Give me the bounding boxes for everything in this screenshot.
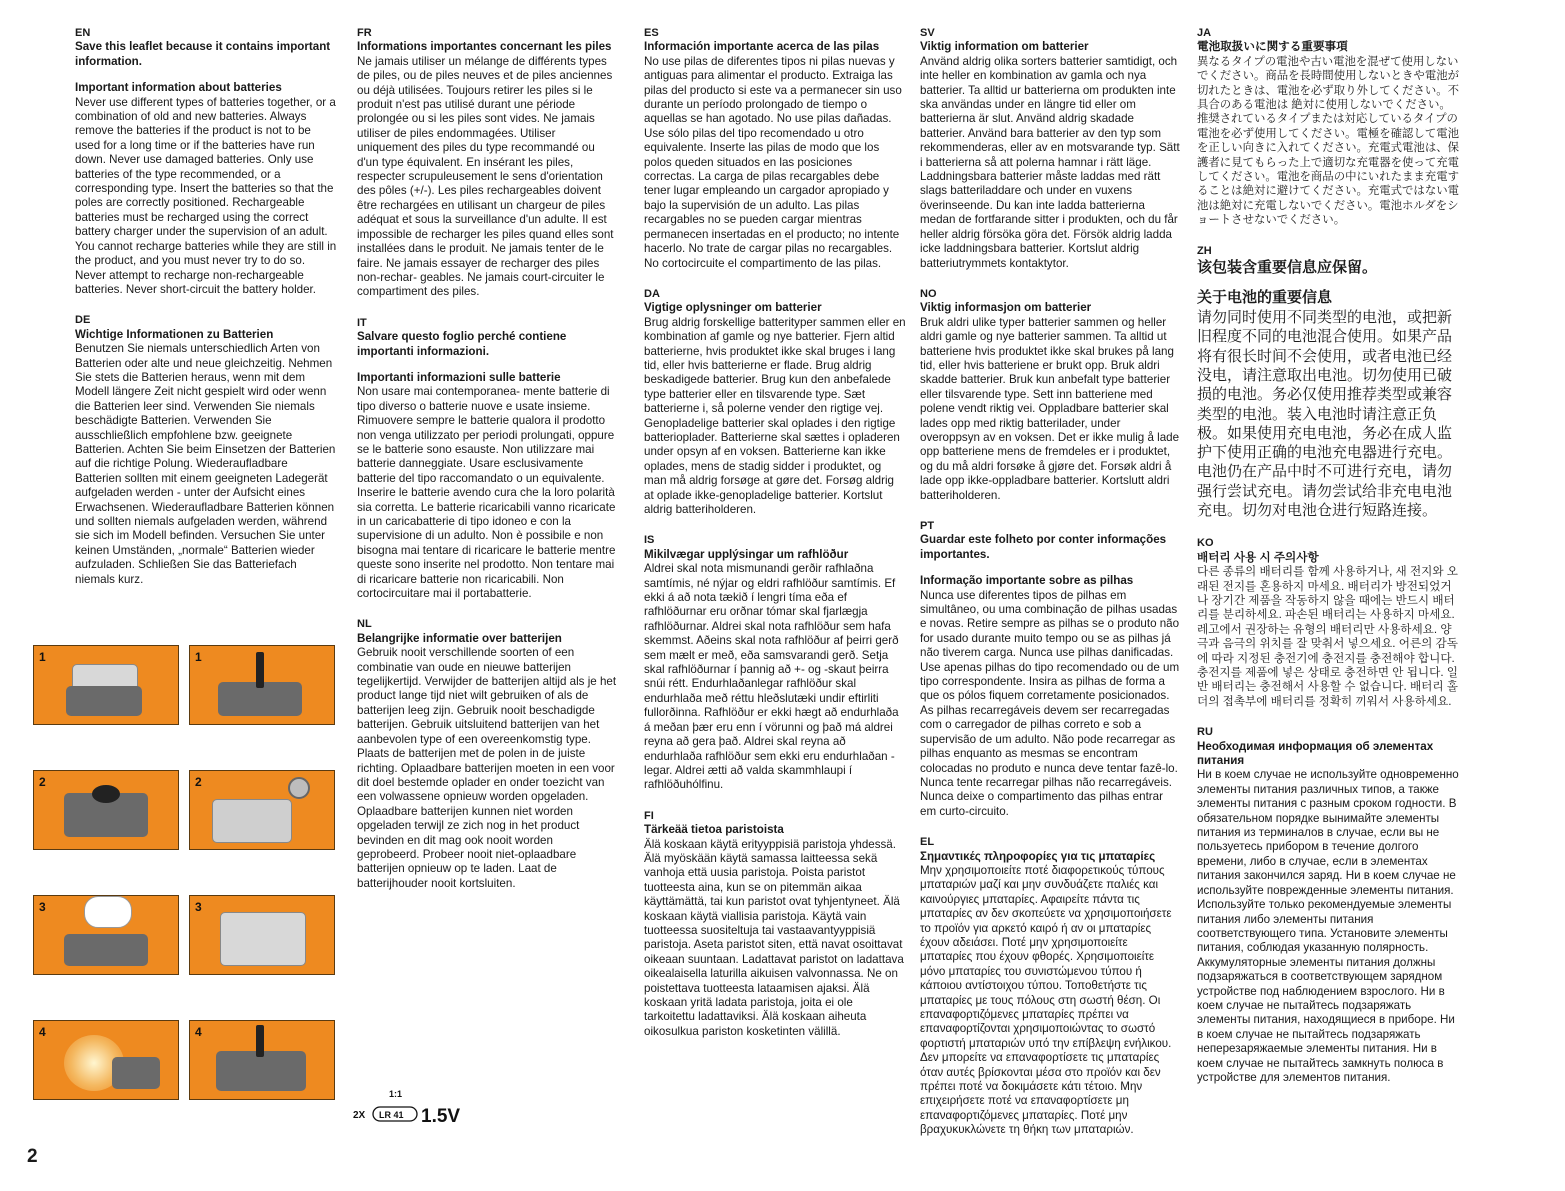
es-heading: Información importante acerca de las pilas (644, 40, 880, 54)
section-pt (920, 519, 1182, 819)
section-ja (1197, 26, 1459, 228)
no-heading: Viktig informasjon om batterier (920, 301, 1092, 315)
lang-code-no: NO (920, 287, 937, 300)
it-body: Non usare mai contemporanea- mente batterie di tipo diverso o batterie nuove e usate insieme. Rimuovere sempre le batterie qualora il prodotto non venga utilizzato per periodi prolungati, oppure se le batterie sono esauste. Non utilizzare mai batterie danneggiate. Usare esclusivamente batterie del tipo raccomandato o un equivalente. Inserire le batterie avendo cura che la loro polarità sia corretta. Le batterie ricaricabili vanno ricaricate in un caricabatterie di tipo idoneo e con la supervisione di un adulto. Non è possibile e non bisogna mai tentare di ricaricare le batterie mentre queste sono inserite nel prodotto. Non tentare mai di ricaricare batterie non ricaricabili. Non cortocircuitare mai il portabatterie. (357, 385, 616, 601)
es-body: No use pilas de diferentes tipos ni pilas nuevas y antiguas para alimentar el producto. Extraiga las pilas del producto si este va a permanecer sin uso durante un período prolongado de tiempo o aquellas se han agotado. No use pilas dañadas. Use sólo pilas del tipo recomendado u otro equivalente. Inserte las pilas de modo que los polos queden situados en las posiciones correctas. La carga de pilas recargables debe tener lugar empleando un cargador apropiado y bajo la supervisión de un adulto. Las pilas recargables no se pueden cargar mientras permanecen insertadas en el producto; no intente hacerlo. No trate de cargar pilas no recargables. No cortocircuite el compartimento de las pilas. (644, 54, 902, 270)
section-en (75, 26, 337, 297)
pt-body: Nunca use diferentes tipos de pilhas em simultâneo, ou uma combinação de pilhas usadas e novas. Retire sempre as pilhas se o produto não for usado durante muito tempo ou se as pilhas já não tiverem carga. Nunca use pilhas danificadas. Use apenas pilhas do tipo recomendado ou de um tipo correspondente. Insira as pilhas de forma a que os pólos fiquem corretamente posicionados. As pilhas recarregáveis devem ser recarregadas com o carregador de pilhas correto e sob a supervisão de um adulto. Não pode recarregar as pilhas enquanto as mesmas se encontram colocadas no produto e nunca deve tentar fazê-lo. Nunca tente recarregar pilhas não recarregáveis. Nunca deixe o compartimento das pilhas entrar em curto-circuito. (920, 588, 1180, 818)
step-panel-3b (189, 895, 335, 975)
screwdriver-icon (256, 1025, 264, 1057)
lang-code-de: DE (75, 314, 91, 327)
lang-code-nl: NL (357, 618, 372, 631)
lang-code-zh: ZH (1197, 244, 1212, 257)
step-panel-1a (33, 645, 179, 725)
battery-box-icon (64, 934, 148, 966)
lang-code-fr: FR (357, 27, 372, 39)
da-body: Brug aldrig forskellige batterityper sammen eller en kombination af gamle og nye batterier. Fjern altid batterierne, hvis produktet ikke skal bruges i lang tid, eller hvis batterierne er flade. Brug aldrig beskadigede batterier. Brug kun den anbefalede type batterier eller en tilsvarende type. Sæt batterierne i, så polerne vender den rigtige vej. Genopladelige batterier skal oplades i den rigtige batterioplader. Batterierne skal sættes i opladeren under opsyn af en voksen. Batterierne kan ikke oplades, mens de stadig sidder i produktet, og man må aldrig forsøge at gøre det. Forsøg aldrig at oplade ikke-genopladelige batterier. Kortslut aldrig batteriholderen. (644, 315, 906, 516)
battery-box-open-icon (212, 799, 292, 843)
battery-spec (353, 1085, 463, 1125)
step-panel-2a (33, 770, 179, 850)
ko-body: 다른 종류의 배터리를 함께 사용하거나, 새 전지와 오래된 전지를 혼용하지 마세요. 배터리가 방전되었거나 장기간 제품을 작동하지 않을 때에는 반드시 배터리를 분리하세요. 파손된 배터리는 사용하지 마세요. 레고에서 권장하는 유형의 배터리만 사용하세요. 양극과 음극의 위치를 잘 맞춰서 넣으세요. 어른의 감독에 따라 지정된 충전기에 충전지를 충전해야 합니다. 충전지를 제품에 넣은 상태로 충전하면 안 됩니다. 일반 배터리는 충전해서 사용할 수 없습니다. 배터리 홀더의 접촉부에 배터리를 정확히 끼워서 사용하세요. (1197, 565, 1458, 708)
ko-heading: 배터리 사용 시 주의사항 (1197, 550, 1319, 564)
step-number: 2 (195, 775, 202, 789)
battery-type: LR 41 (379, 1110, 404, 1120)
zh-intro: 该包装含重要信息应保留。 (1197, 259, 1378, 277)
step-number: 2 (39, 775, 46, 789)
battery-box-closed-icon (220, 912, 306, 966)
step-number: 4 (39, 1025, 46, 1039)
step-number: 4 (195, 1025, 202, 1039)
ru-body: Ни в коем случае не используйте одновременно элементы питания различных типов, а также элементы питания с разным сроком годности. В обязательном порядке вынимайте элементы питания из терминалов в случае, если вы не пользуетесь прибором в течение долгого времени, либо в случае, если в элементах питания закончился заряд. Ни в коем случае не используйте поврежденные элементы питания. Используйте только рекомендуемые элементы питания либо элементы питания соответствующего типа. Установите элементы питания, соблюдая указанную полярность. Аккумуляторные элементы питания должны подзаряжаться в соответствующем зарядном устройстве под наблюдением взрослого. Ни в коем случае не пытайтесь подзаряжать элементы питания, находящиеся в приборе. Ни в коем случае не пытайтесь подзаряжать неперезаряжаемые элементы питания. Ни в коем случае не пытайтесь замкнуть полюса в устройстве для элементов питания. (1197, 768, 1459, 1084)
column-ja-zh-ko-ru (1197, 26, 1459, 1101)
section-fr (357, 26, 617, 300)
battery-scale: 1:1 (389, 1089, 403, 1099)
fr-body: Ne jamais utiliser un mélange de différents types de piles, ou de piles neuves et de piles anciennes ou déjà utilisées. Toujours retirer les piles si le produit n'est pas utilisé durant une période prolongée ou si les piles sont vides. Ne jamais utiliser de piles endommagées. Utiliser uniquement des piles du type recommandé ou d'un type équivalent. En insérant les piles, respecter scrupuleusement le sens d'orientation des pôles (+/-). Les piles rechargeables doivent être rechargées en utilisant un chargeur de piles adéquat et sous la surveillance d'un adulte. Il est impossible de recharger les piles quand elles sont installées dans le produit. Ne jamais tenter de le faire. Ne jamais essayer de recharger des piles non-rechar- geables. Ne jamais court-circuiter le compartiment des piles. (357, 54, 614, 299)
zh-body: 请勿同时使用不同类型的电池，或把新旧程度不同的电池混合使用。如果产品将有很长时间不会使用，或者电池已经没电，请注意取出电池。切勿使用已破损的电池。务必仅使用推荐类型或兼容类型的电池。装入电池时请注意正负极。如果使用充电电池，务必在成人监护下使用正确的电池充电器进行充电。电池仍在产品中时不可进行充电，请勿强行尝试充电。请勿尝试给非充电电池充电。切勿对电池仓进行短路连接。 (1197, 309, 1453, 520)
cover-open-icon (92, 785, 120, 803)
section-ru (1197, 725, 1459, 1085)
section-ko (1197, 536, 1459, 709)
da-heading: Vigtige oplysninger om batterier (644, 301, 822, 315)
fi-body: Älä koskaan käytä erityyppisiä paristoja yhdessä. Älä myöskään käytä samassa laitteessa sekä vanhoja että uusia paristoja. Poista paristot tuotteesta aina, kun se on pitemmän aikaa käyttämättä, tai kun paristot ovat tyhjentyneet. Älä koskaan käytä viallisia paristoja. Käytä vain tuotteessa suositeltuja tai vastaavantyyppisiä paristoja. Aseta paristot siten, että navat osoittavat oikeaan suuntaan. Ladattavat paristot on ladattava oikealaisella laturilla aikuisen valvonnassa. Ne on poistettava tuotteesta lataamisen ajaksi. Älä koskaan yritä ladata paristoja, joita ei ole tarkoitettu ladattaviksi. Älä koskaan aiheuta oikosulkua pariston kosketinten välillä. (644, 837, 904, 1038)
lang-code-ru: RU (1197, 726, 1213, 739)
lang-code-is: IS (644, 534, 655, 547)
section-es (644, 26, 906, 271)
fr-heading: Informations importantes concernant les piles (357, 40, 612, 54)
section-no (920, 287, 1182, 503)
step-panel-4a (33, 1020, 179, 1100)
step-panel-3a (33, 895, 179, 975)
ja-heading: 電池取扱いに関する重要事項 (1197, 40, 1348, 54)
page-number: 2 (27, 1146, 38, 1167)
en-body: Never use different types of batteries together, or a combination of old and new batteries. Always remove the batteries if the product is not to be used for a long time or if the batteries have run down. Never use damaged batteries. Only use batteries of the type recommended, or a corresponding type. Insert the batteries so that the poles are correctly positioned. Rechargeable batteries must be recharged using the correct battery charger under the supervision of an adult. You cannot recharge batteries while they are still in the product, and you must never try to do so. Never attempt to recharge non-rechargeable batteries. Never short-circuit the battery holder. (75, 95, 337, 296)
lang-code-ko: KO (1197, 537, 1214, 550)
el-heading: Σημαντικές πληροφορίες για τις μπαταρίες (920, 849, 1156, 863)
sv-body: Använd aldrig olika sorters batterier samtidigt, och inte heller en kombination av gamla och nya batterier. Ta alltid ur batterierna om produkten inte ska användas under en längre tid eller om batterierna är slut. Använd aldrig skadade batterier. Använd bara batterier av den typ som rekommenderas, eller av en motsvarande typ. Sätt i batterierna så att polerna hamnar i rätt läge. Laddningsbara batterier måste laddas med rätt slags batteriladdare och under en vuxens överinseende. Du kan inte ladda batterierna medan de fortfarande sitter i produkten, och du får heller aldrig försöka göra det. Försök aldrig ladda icke laddningsbara batterier. Kortslut aldrig batteriutrymmets kontaktytor. (920, 54, 1180, 270)
it-intro: Salvare questo foglio perché contiene importanti informazioni. (357, 330, 567, 358)
column-sv-no-pt-el (920, 26, 1182, 1154)
battery-box-icon (112, 1057, 160, 1089)
section-de (75, 313, 337, 587)
column-fr-it-nl (357, 26, 617, 907)
lang-code-pt: PT (920, 520, 935, 532)
lang-code-es: ES (644, 27, 659, 39)
ja-body: 異なるタイプの電池や古い電池を混ぜて使用しないでください。商品を長時間使用しないときや電池が切れたときは、電池を必ず取り外してください。不具合のある電池は 絶対に使用しないでください。推奨されているタイプまたは対応しているタイプの電池を必ず使用してください。電極を確認して電池を正しい向きに入れてください。充電式電池は、保護者に見てもらった上で適切な充電器を使って充電してください。電池を商品の中にいれたまま充電することは絶対に避けてください。充電式ではない電池は絶対に充電しないでください。電池ホルダをショートさせないでください。 (1197, 55, 1459, 227)
nl-heading: Belangrijke informatie over batterijen (357, 631, 562, 645)
en-heading: Important information about batteries (75, 81, 282, 95)
battery-box-icon (216, 1051, 306, 1091)
no-body: Bruk aldri ulike typer batterier sammen og heller aldri gamle og nye batterier sammen. Ta alltid ut batteriene hvis produktet ikke skal brukes på lang tid, eller hvis batteriene er brukt opp. Bruk aldri skadde batterier. Bruk kun anbefalt type batterier eller tilsvarende type. Sett inn batteriene med polene vendt riktig vei. Oppladbare batterier skal lades opp med riktig batterilader, under overoppsyn av en voksen. Det er ikke mulig å lade opp batteriene mens de fremdeles er i produktet, og du må aldri forsøke å gjøre det. Forsøk aldri å lade opp ikke-oppladbare batterier. Kortslutt aldri batteriholderen. (920, 315, 1180, 502)
battery-count: 2X (353, 1110, 366, 1121)
step-panel-1b (189, 645, 335, 725)
pt-intro: Guardar este folheto por conter informações importantes. (920, 533, 1167, 561)
section-zh (1197, 244, 1459, 521)
lang-code-en: EN (75, 27, 91, 39)
lang-code-it: IT (357, 316, 367, 329)
step-panel-2b (189, 770, 335, 850)
ru-heading: Необходимая информация об элементах питания (1197, 739, 1434, 768)
step-number: 3 (39, 900, 46, 914)
zh-heading: 关于电池的重要信息 (1197, 289, 1333, 307)
el-body: Μην χρησιμοποιείτε ποτέ διαφορετικούς τύπους μπαταριών μαζί και μην συνδυάζετε παλιές και καινούργιες μπαταρίες. Αφαιρείτε πάντα τις μπαταρίες αν δεν σκοπεύετε να χρησιμοποιήσετε το προϊόν για αρκετό καιρό ή αν οι μπαταρίες έχουν αδειάσει. Ποτέ μην χρησιμοποιείτε μπαταρίες που έχουν φθορές. Χρησιμοποιείτε μόνο μπαταρίες του συνιστώμενου τύπου ή κάποιου αντίστοιχου τύπου. Τοποθετήστε τις μπαταρίες με τους πόλους στη σωστή θέση. Οι επαναφορτιζόμενες μπαταρίες πρέπει να επαναφορτίζονται χρησιμοποιώντας το σωστό φορτιστή μπαταριών υπό την επίβλεψη ενήλικου. Δεν μπορείτε να επαναφορτίσετε τις μπαταρίες όταν αυτές βρίσκονται μέσα στο προϊόν και δεν πρέπει ποτέ να δοκιμάσετε κάτι τέτοιο. Μην επιχειρήσετε ποτέ να επαναφορτίσετε μη επαναφορτιζόμενες μπαταρίες. Ποτέ μην βραχυκυκλώνετε τη θήκη των μπαταριών. (920, 863, 1172, 1137)
lang-code-sv: SV (920, 27, 935, 39)
section-el (920, 835, 1182, 1138)
step-panel-4b (189, 1020, 335, 1100)
nl-body: Gebruik nooit verschillende soorten of een combinatie van oude en nieuwe batterijen tegelijkertijd. Verwijder de batterijen altijd als je het product lange tijd niet wilt gebruiken of als de batterijen leeg zijn. Gebruik nooit beschadigde batterijen. Gebruik uitsluitend batterijen van het aanbevolen type of een overeenkomstig type. Plaats de batterijen met de polen in de juiste richting. Oplaadbare batterijen moeten in een voor dit doel bestemde oplader en onder toezicht van een volwassene opnieuw worden opgeladen. Oplaadbare batterijen kunnen niet worden opgeladen terwijl ze zich nog in het product bevinden en dit mag ook nooit worden geprobeerd. Probeer nooit niet-oplaadbare batterijen opnieuw op te laden. Laat de batterijhouder nooit kortsluiten. (357, 646, 617, 890)
section-sv (920, 26, 1182, 271)
en-intro: Save this leaflet because it contains important information. (75, 40, 331, 68)
section-is (644, 533, 906, 792)
sv-heading: Viktig information om batterier (920, 40, 1089, 54)
it-heading: Importanti informazioni sulle batterie (357, 370, 561, 384)
lang-code-ja: JA (1197, 27, 1212, 39)
de-body: Benutzen Sie niemals unterschiedlich Arten von Batterien oder alte und neue gleichzeitig. Nehmen Sie stets die Batterien heraus, wenn mit dem Modell längere Zeit nicht gespielt wird oder wenn die Batterien leer sind. Verwenden Sie niemals beschädigte Batterien. Verwenden Sie ausschließlich empfohlene bzw. geeignete Batterien. Achten Sie beim Einsetzen der Batterien auf die richtige Polung. Wiederaufladbare Batterien sollten mit einem geeigneten Ladegerät aufgeladen werden - unter der Aufsicht eines Erwachsenen. Wiederaufladbare Batterien können und sollten niemals aufgeladen werden, während sie sich im Modell befinden. Versuchen Sie unter keinen Umständen, „normale“ Batterien wieder aufzuladen. Schließen Sie das Batteriefach niemals kurz. (75, 342, 336, 586)
section-fi (644, 809, 906, 1040)
fi-heading: Tärkeää tietoa paristoista (644, 823, 784, 837)
pt-heading: Informação importante sobre as pilhas (920, 574, 1134, 588)
step-number: 3 (195, 900, 202, 914)
column-es-da-is-fi (644, 26, 906, 1055)
section-it (357, 316, 617, 602)
lang-code-da: DA (644, 287, 660, 300)
is-body: Aldrei skal nota mismunandi gerðir rafhlaðna samtímis, né nýjar og eldri rafhlöður samtímis. Ef ekki á að nota tækið í lengri tíma eða ef rafhlöðurnar eru orðnar tómar skal fjarlægja rafhlöðurnar. Aldrei skal nota rafhlöður sem hafa skemmst. Aðeins skal nota rafhlöður af þeirri gerð sem mælt er með, eða samsvarandi gerð. Setja skal rafhlöðurnar í þannig að +- og -skaut þeirra snúi rétt. Endurhlaðanlegar rafhlöður skal endurhlaða með réttu hleðslutæki undir eftirliti fullorðinna. Rafhlöður er ekki hægt að endurhlaða á meðan þær eru enn í vörunni og það má aldrei reyna að gera það. Aldrei skal reyna að endurhlaða rafhlöður sem ekki eru endurhlaðan -legar. Aldrei ætti að valda skammhlaupi í rafhlöðuhólfinu. (644, 562, 899, 792)
de-heading: Wichtige Informationen zu Batterien (75, 327, 274, 341)
is-heading: Mikilvægar upplýsingar um rafhlöður (644, 547, 849, 561)
step-number: 1 (195, 650, 202, 664)
screwdriver-icon (256, 652, 264, 688)
lang-code-fi: FI (644, 809, 654, 822)
coin-cell-battery-icon (288, 777, 310, 799)
step-number: 1 (39, 650, 46, 664)
hand-icon (84, 896, 132, 928)
battery-box-base-icon (66, 686, 142, 716)
lang-code-el: EL (920, 836, 935, 849)
section-da (644, 287, 906, 518)
section-nl (357, 617, 617, 891)
battery-voltage: 1.5V (421, 1106, 461, 1125)
column-en-de (75, 26, 337, 603)
